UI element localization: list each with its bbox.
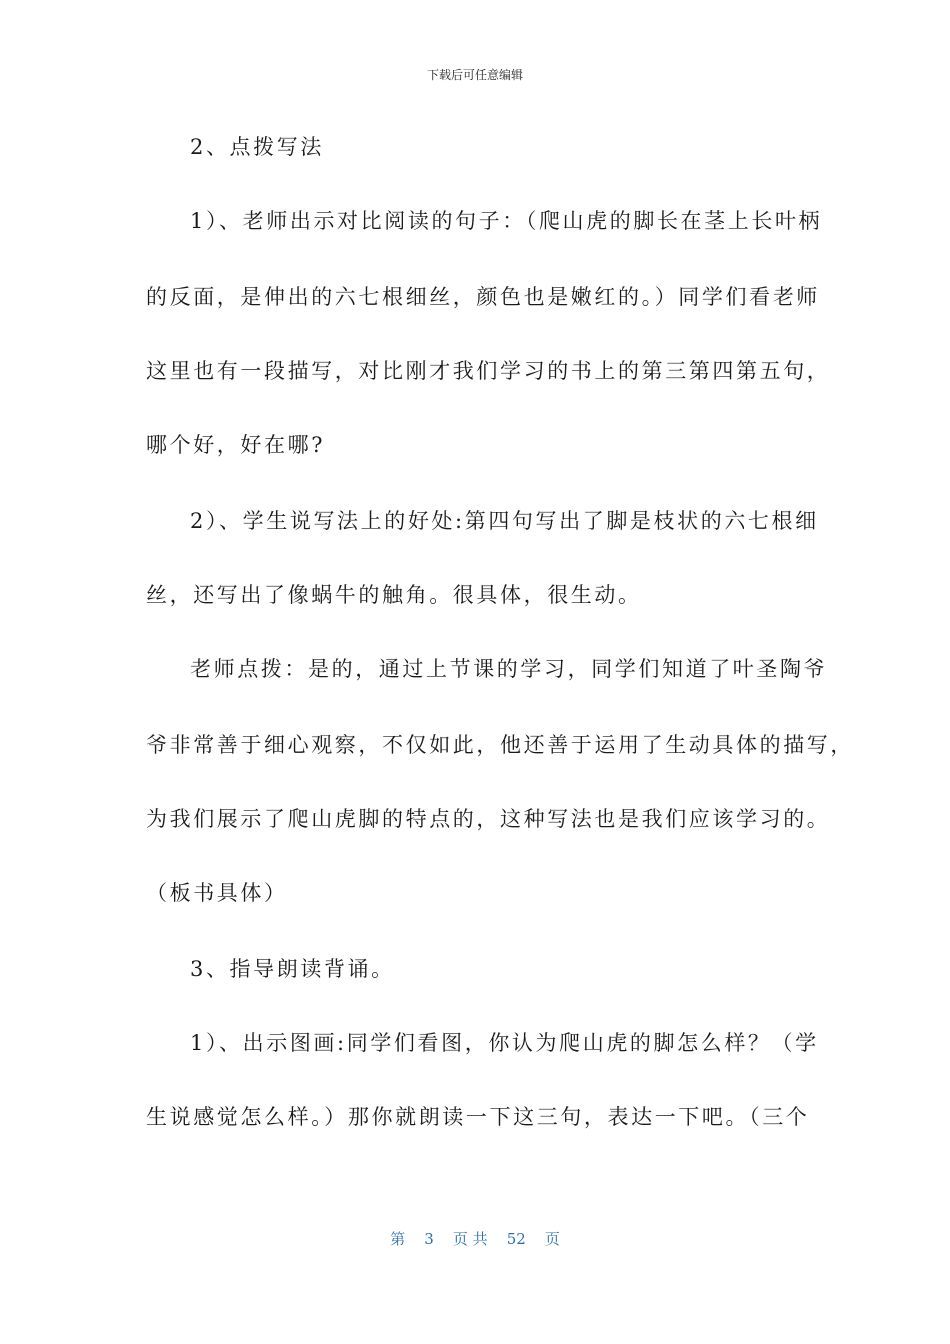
paragraph-line: 丝，还写出了像蜗牛的触角。很具体，很生动。 (146, 583, 642, 607)
page-footer (0, 1228, 950, 1249)
footer-page-number: 3 (424, 1230, 434, 1248)
paragraph-line: 为我们展示了爬山虎脚的特点的，这种写法也是我们应该学习的。 (146, 807, 831, 831)
footer-total-pages: 52 (506, 1230, 526, 1248)
paragraph-line: 的反面，是伸出的六七根细丝，颜色也是嫩红的。）同学们看老师 (146, 285, 820, 309)
footer-middle: 页 共 (452, 1230, 488, 1248)
paragraph-line: 老师点拨：是的，通过上节课的学习，同学们知道了叶圣陶爷 (190, 657, 828, 681)
paragraph-line: 生说感觉怎么样。）那你就朗读一下这三句，表达一下吧。（三个 (146, 1105, 810, 1129)
paragraph-line: 1）、老师出示对比阅读的句子：（爬山虎的脚长在茎上长叶柄 (190, 209, 823, 233)
paragraph-line: 3、指导朗读背诵。 (190, 957, 395, 981)
footer-suffix: 页 (544, 1230, 560, 1248)
paragraph-line: 哪个好，好在哪? (146, 433, 326, 457)
paragraph-line: 2、点拨写法 (190, 135, 324, 159)
paragraph-line: 这里也有一段描写，对比刚才我们学习的书上的第三第四第五句， (146, 359, 831, 383)
paragraph-line: 1）、出示图画:同学们看图，你认为爬山虎的脚怎么样？（学 (190, 1031, 819, 1055)
paragraph-line: 2）、学生说写法上的好处:第四句写出了脚是枝状的六七根细 (190, 509, 819, 533)
page-header: 下载后可任意编辑 (426, 68, 523, 82)
paragraph-line: （板书具体） (146, 881, 288, 905)
footer-prefix: 第 (390, 1230, 406, 1248)
paragraph-line: 爷非常善于细心观察，不仅如此，他还善于运用了生动具体的描写， (146, 733, 854, 757)
